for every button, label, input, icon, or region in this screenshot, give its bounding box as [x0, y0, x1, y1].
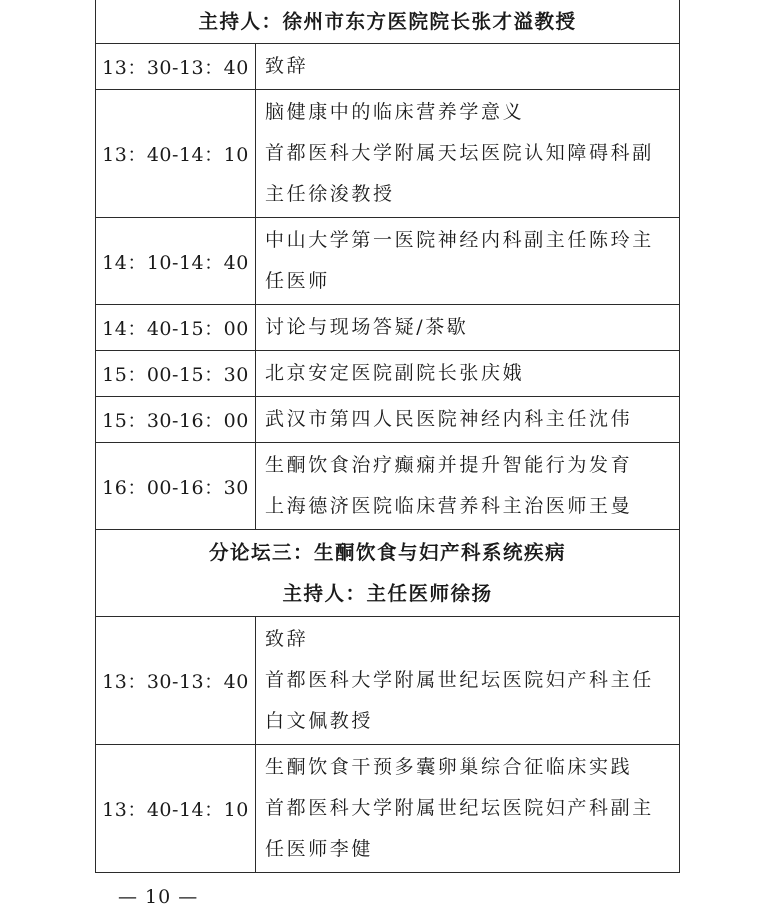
content-cell	[256, 351, 680, 397]
time-cell: 13：30-13：40	[96, 617, 256, 745]
content-line: 生酮饮食干预多囊卵巢综合征临床实践	[265, 756, 633, 778]
content-line: 上海德济医院临床营养科主治医师王曼	[265, 495, 633, 517]
time-cell: 14：10-14：40	[96, 218, 256, 305]
content-line: 主任徐浚教授	[265, 183, 395, 205]
content-line: 武汉市第四人民医院神经内科主任沈伟	[265, 408, 633, 430]
content-line: 生酮饮食治疗癫痫并提升智能行为发育	[265, 454, 633, 476]
content-line: 致辞	[265, 55, 309, 77]
time-cell: 15：00-15：30	[96, 351, 256, 397]
time-cell: 16：00-16：30	[96, 443, 256, 530]
time-cell: 15：30-16：00	[96, 397, 256, 443]
content-cell	[256, 90, 680, 218]
table-row	[96, 617, 680, 745]
content-line: 任医师	[265, 270, 330, 292]
content-line: 中山大学第一医院神经内科副主任陈玲主	[265, 229, 654, 251]
content-cell	[256, 745, 680, 873]
time-cell: 13：30-13：40	[96, 44, 256, 90]
content-line: 首都医科大学附属天坛医院认知障碍科副	[265, 142, 654, 164]
content-cell	[256, 44, 680, 90]
table-row	[96, 90, 680, 218]
table-row	[96, 44, 680, 90]
table-row	[96, 351, 680, 397]
page-number: — 10 —	[118, 886, 199, 908]
content-cell	[256, 397, 680, 443]
time-cell: 13：40-14：10	[96, 745, 256, 873]
section2-host: 主持人：主任医师徐扬	[282, 582, 493, 605]
table-row	[96, 443, 680, 530]
content-cell	[256, 218, 680, 305]
section1-host-text: 主持人：徐州市东方医院院长张才溢教授	[198, 10, 577, 33]
time-cell: 13：40-14：10	[96, 90, 256, 218]
table-row	[96, 745, 680, 873]
table-row	[96, 397, 680, 443]
section2-title: 分论坛三：生酮饮食与妇产科系统疾病	[209, 541, 567, 564]
section2-header-row	[96, 530, 680, 617]
content-line: 任医师李健	[265, 838, 374, 860]
schedule-table	[95, 0, 680, 873]
content-line: 北京安定医院副院长张庆娥	[265, 362, 525, 384]
section1-host	[96, 0, 680, 44]
content-line: 首都医科大学附属世纪坛医院妇产科副主	[265, 797, 654, 819]
schedule-page	[95, 0, 679, 873]
time-cell: 14：40-15：00	[96, 305, 256, 351]
section2-header	[96, 530, 680, 617]
content-line: 脑健康中的临床营养学意义	[265, 101, 525, 123]
content-cell	[256, 305, 680, 351]
content-line: 白文佩教授	[265, 710, 374, 732]
content-line: 首都医科大学附属世纪坛医院妇产科主任	[265, 669, 654, 691]
content-line: 讨论与现场答疑/茶歇	[265, 316, 469, 338]
section1-host-row	[96, 0, 680, 44]
content-cell	[256, 443, 680, 530]
content-cell	[256, 617, 680, 745]
table-row	[96, 218, 680, 305]
content-line: 致辞	[265, 628, 309, 650]
table-row	[96, 305, 680, 351]
